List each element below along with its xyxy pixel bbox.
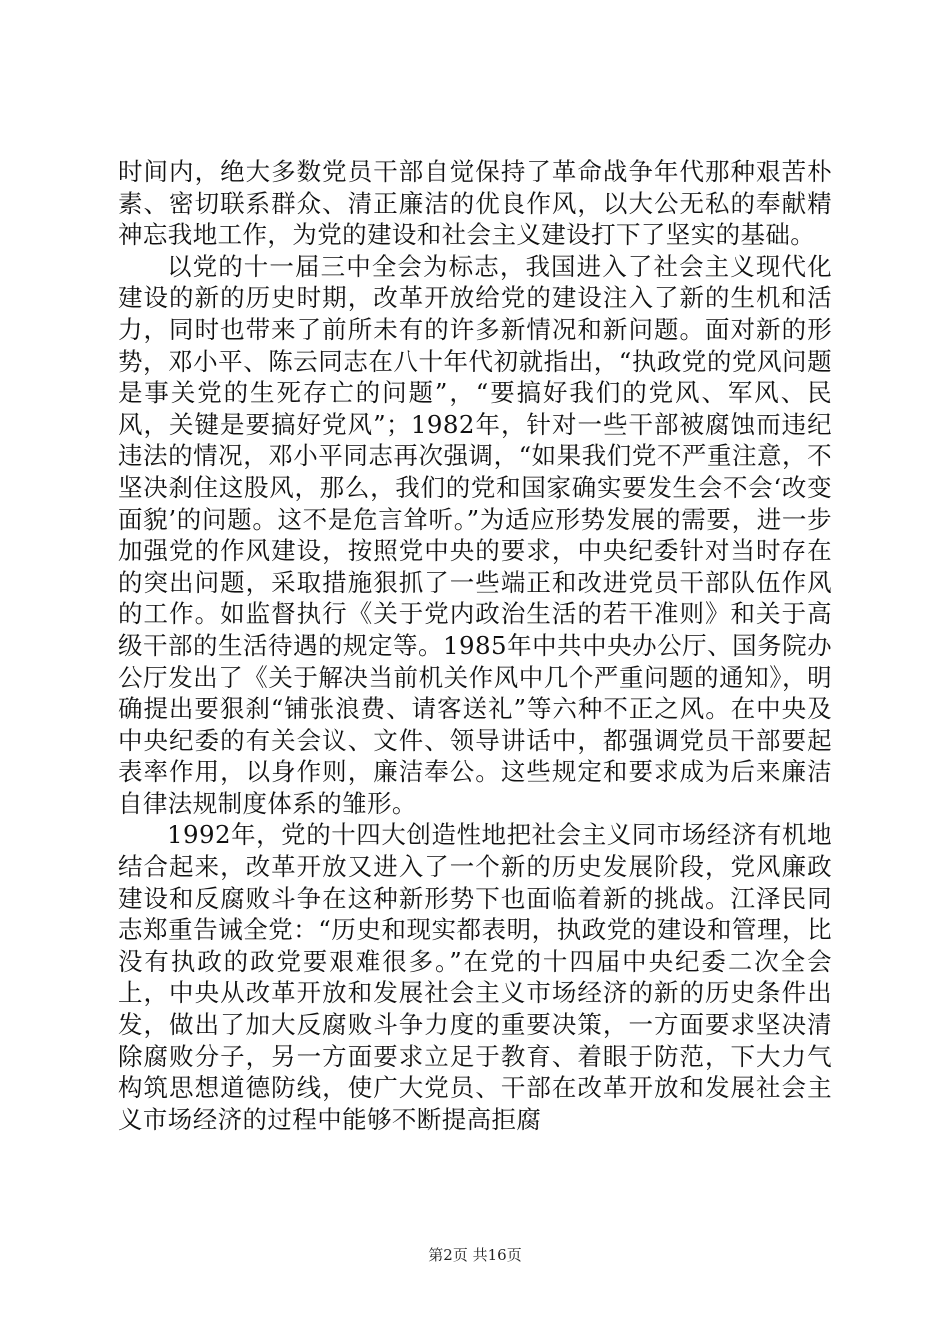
paragraph-2: 以党的十一届三中全会为标志，我国进入了社会主义现代化建设的新的历史时期，改革开放给党的建设注入了新的生机和活力，同时也带来了前所未有的许多新情况和新问题。面对新的形势，邓小平、陈云同志在八十年代初就指出，“执政党的党风问题是事关党的生死存亡的问题”，“要搞好我们的党风、军风、民风，关键是要搞好党风”；1982年，针对一些干部被腐蚀而违纪违法的情况，邓小平同志再次强调，“如果我们党不严重注意，不坚决刹住这股风，那么，我们的党和国家确实要发生会不会‘改变面貌’的问题。这不是危言耸听。”为适应形势发展的需要，进一步加强党的作风建设，按照党中央的要求，中央纪委针对当时存在的突出问题，采取措施狠抓了一些端正和改进党员干部队伍作风的工作。如监督执行《关于党内政治生活的若干准则》和关于高级干部的生活待遇的规定等。1985年中共中央办公厅、国务院办公厅发出了《关于解决当前机关作风中几个严重问题的通知》，明确提出要狠刹“铺张浪费、请客送礼”等六种不正之风。在中央及中央纪委的有关会议、文件、领导讲话中，都强调党员干部要起表率作用，以身作则，廉洁奉公。这些规定和要求成为后来廉洁自律法规制度体系的雏形。 xyxy=(118,251,832,818)
paragraph-3: 1992年，党的十四大创造性地把社会主义同市场经济有机地结合起来，改革开放又进入了一个新的历史发展阶段，党风廉政建设和反腐败斗争在这种新形势下也面临着新的挑战。江泽民同志郑重告诫全党：“历史和现实都表明，执政党的建设和管理，比没有执政的政党要艰难很多。”在党的十四届中央纪委二次全会上，中央从改革开放和发展社会主义市场经济的新的历史条件出发，做出了加大反腐败斗争力度的重要决策，一方面要求坚决清除腐败分子，另一方面要求立足于教育、着眼于防范，下大力气构筑思想道德防线，使广大党员、干部在改革开放和发展社会主义市场经济的过程中能够不断提高拒腐 xyxy=(118,820,832,1134)
document-body xyxy=(118,156,832,1135)
paragraph-1: 时间内，绝大多数党员干部自觉保持了革命战争年代那种艰苦朴素、密切联系群众、清正廉洁的优良作风，以大公无私的奉献精神忘我地工作，为党的建设和社会主义建设打下了坚实的基础。 xyxy=(118,157,832,250)
page-number-footer: 第2页 共16页 xyxy=(428,1246,522,1264)
